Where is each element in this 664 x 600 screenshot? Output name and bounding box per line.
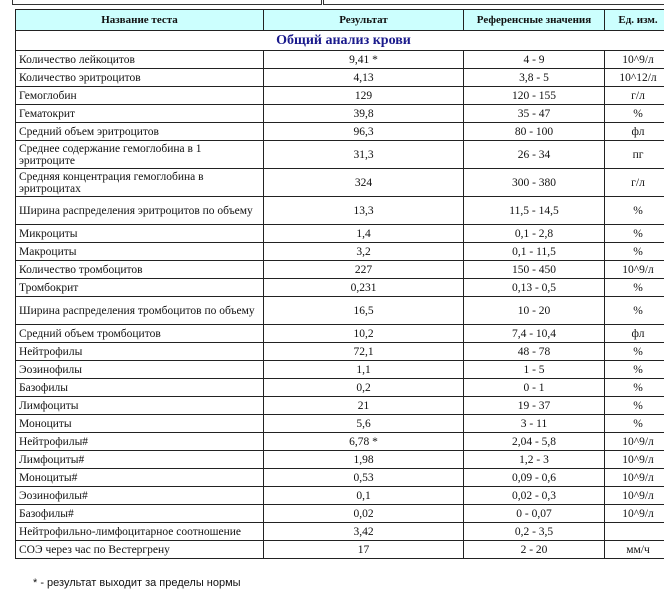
table-row <box>16 541 664 559</box>
cell-result: 39,8 <box>264 105 464 123</box>
cell-reference: 0,1 - 11,5 <box>464 243 605 261</box>
cell-result: 0,53 <box>264 469 464 487</box>
cell-test-name: Средний объем тромбоцитов <box>16 325 264 343</box>
table-header-row <box>16 10 664 31</box>
cell-result: 9,41 * <box>264 51 464 69</box>
cell-test-name: Моноциты# <box>16 469 264 487</box>
table-row <box>16 69 664 87</box>
table-row <box>16 141 664 169</box>
table-row <box>16 361 664 379</box>
footnote: * - результат выходит за пределы нормы <box>33 577 241 589</box>
top-frame <box>0 0 664 6</box>
cell-unit: фл <box>605 325 664 343</box>
cell-result: 13,3 <box>264 197 464 225</box>
cell-test-name: Количество лейкоцитов <box>16 51 264 69</box>
cell-reference: 3,8 - 5 <box>464 69 605 87</box>
cell-result: 72,1 <box>264 343 464 361</box>
cell-unit: % <box>605 279 664 297</box>
cell-result: 3,42 <box>264 523 464 541</box>
cell-unit: % <box>605 379 664 397</box>
cell-test-name: Базофилы# <box>16 505 264 523</box>
cell-result: 3,2 <box>264 243 464 261</box>
table-row <box>16 197 664 225</box>
cell-reference: 1,2 - 3 <box>464 451 605 469</box>
cell-test-name: Количество эритроцитов <box>16 69 264 87</box>
cell-test-name: Лимфоциты <box>16 397 264 415</box>
header-reference: Референсные значения <box>464 10 605 31</box>
table-row <box>16 297 664 325</box>
table-row <box>16 505 664 523</box>
cell-reference: 120 - 155 <box>464 87 605 105</box>
table-row <box>16 469 664 487</box>
cell-reference: 0 - 0,07 <box>464 505 605 523</box>
cell-test-name: Ширина распределения эритроцитов по объему <box>16 197 264 225</box>
cell-unit: 10^9/л <box>605 505 664 523</box>
cell-result: 0,1 <box>264 487 464 505</box>
cell-result: 227 <box>264 261 464 279</box>
cell-reference: 35 - 47 <box>464 105 605 123</box>
cell-result: 21 <box>264 397 464 415</box>
cell-reference: 26 - 34 <box>464 141 605 169</box>
cell-result: 1,4 <box>264 225 464 243</box>
cell-test-name: Тромбокрит <box>16 279 264 297</box>
cell-test-name: Средний объем эритроцитов <box>16 123 264 141</box>
cell-test-name: Ширина распределения тромбоцитов по объему <box>16 297 264 325</box>
table-row <box>16 487 664 505</box>
cell-result: 0,231 <box>264 279 464 297</box>
cell-reference: 1 - 5 <box>464 361 605 379</box>
header-test-name: Название теста <box>16 10 264 31</box>
cell-result: 6,78 * <box>264 433 464 451</box>
cell-test-name: СОЭ через час по Вестергрену <box>16 541 264 559</box>
cell-unit: % <box>605 243 664 261</box>
cell-result: 5,6 <box>264 415 464 433</box>
cell-unit: % <box>605 105 664 123</box>
table-row <box>16 123 664 141</box>
cell-result: 16,5 <box>264 297 464 325</box>
cell-result: 0,02 <box>264 505 464 523</box>
cell-reference: 19 - 37 <box>464 397 605 415</box>
cell-reference: 0,13 - 0,5 <box>464 279 605 297</box>
cell-result: 31,3 <box>264 141 464 169</box>
cell-reference: 48 - 78 <box>464 343 605 361</box>
cell-unit: 10^9/л <box>605 451 664 469</box>
table-row <box>16 397 664 415</box>
table-row <box>16 451 664 469</box>
cell-reference: 0 - 1 <box>464 379 605 397</box>
cell-test-name: Микроциты <box>16 225 264 243</box>
cell-unit: 10^9/л <box>605 51 664 69</box>
cell-reference: 2 - 20 <box>464 541 605 559</box>
table-row <box>16 325 664 343</box>
cell-unit: % <box>605 415 664 433</box>
top-frame-right <box>323 0 664 5</box>
cell-unit: 10^9/л <box>605 433 664 451</box>
cell-test-name: Лимфоциты# <box>16 451 264 469</box>
cell-test-name: Эозинофилы# <box>16 487 264 505</box>
section-row <box>16 31 664 51</box>
table-row <box>16 279 664 297</box>
table-row <box>16 379 664 397</box>
cell-reference: 11,5 - 14,5 <box>464 197 605 225</box>
cell-test-name: Эозинофилы <box>16 361 264 379</box>
table-row <box>16 243 664 261</box>
table-row <box>16 105 664 123</box>
cell-result: 1,98 <box>264 451 464 469</box>
cell-test-name: Средняя концентрация гемоглобина в эритроцитах <box>16 169 264 197</box>
cell-unit: % <box>605 343 664 361</box>
top-frame-left <box>12 0 322 5</box>
cell-result: 324 <box>264 169 464 197</box>
cell-result: 17 <box>264 541 464 559</box>
cell-reference: 150 - 450 <box>464 261 605 279</box>
cell-unit: % <box>605 197 664 225</box>
cell-reference: 300 - 380 <box>464 169 605 197</box>
table-row <box>16 415 664 433</box>
cell-reference: 0,09 - 0,6 <box>464 469 605 487</box>
cell-unit: г/л <box>605 87 664 105</box>
cell-result: 1,1 <box>264 361 464 379</box>
cell-unit: % <box>605 225 664 243</box>
cell-result: 129 <box>264 87 464 105</box>
cell-unit: % <box>605 297 664 325</box>
table-row <box>16 169 664 197</box>
header-result: Результат <box>264 10 464 31</box>
cell-reference: 80 - 100 <box>464 123 605 141</box>
cell-unit: % <box>605 397 664 415</box>
cell-unit: пг <box>605 141 664 169</box>
cell-reference: 10 - 20 <box>464 297 605 325</box>
cell-reference: 0,02 - 0,3 <box>464 487 605 505</box>
cell-test-name: Среднее содержание гемоглобина в 1 эритроците <box>16 141 264 169</box>
cell-unit: % <box>605 361 664 379</box>
cell-unit: 10^9/л <box>605 487 664 505</box>
cell-test-name: Нейтрофильно-лимфоцитарное соотношение <box>16 523 264 541</box>
table-row <box>16 87 664 105</box>
cell-test-name: Гемоглобин <box>16 87 264 105</box>
table-row <box>16 51 664 69</box>
table-row <box>16 523 664 541</box>
cell-reference: 4 - 9 <box>464 51 605 69</box>
cell-result: 96,3 <box>264 123 464 141</box>
cell-reference: 2,04 - 5,8 <box>464 433 605 451</box>
cell-unit: г/л <box>605 169 664 197</box>
cell-unit <box>605 523 664 541</box>
cell-result: 0,2 <box>264 379 464 397</box>
cell-test-name: Нейтрофилы <box>16 343 264 361</box>
table-row <box>16 343 664 361</box>
cell-result: 4,13 <box>264 69 464 87</box>
cell-reference: 0,2 - 3,5 <box>464 523 605 541</box>
cell-test-name: Нейтрофилы# <box>16 433 264 451</box>
cell-unit: 10^9/л <box>605 261 664 279</box>
cell-unit: 10^9/л <box>605 469 664 487</box>
cell-reference: 7,4 - 10,4 <box>464 325 605 343</box>
cell-test-name: Количество тромбоцитов <box>16 261 264 279</box>
cell-unit: фл <box>605 123 664 141</box>
table-row <box>16 225 664 243</box>
cell-result: 10,2 <box>264 325 464 343</box>
cell-test-name: Макроциты <box>16 243 264 261</box>
section-title: Общий анализ крови <box>16 31 664 51</box>
cell-reference: 0,1 - 2,8 <box>464 225 605 243</box>
table-row <box>16 261 664 279</box>
cell-unit: 10^12/л <box>605 69 664 87</box>
cell-reference: 3 - 11 <box>464 415 605 433</box>
cell-unit: мм/ч <box>605 541 664 559</box>
lab-results-table <box>15 9 664 559</box>
cell-test-name: Гематокрит <box>16 105 264 123</box>
table-row <box>16 433 664 451</box>
cell-test-name: Базофилы <box>16 379 264 397</box>
cell-test-name: Моноциты <box>16 415 264 433</box>
header-units: Ед. изм. <box>605 10 664 31</box>
